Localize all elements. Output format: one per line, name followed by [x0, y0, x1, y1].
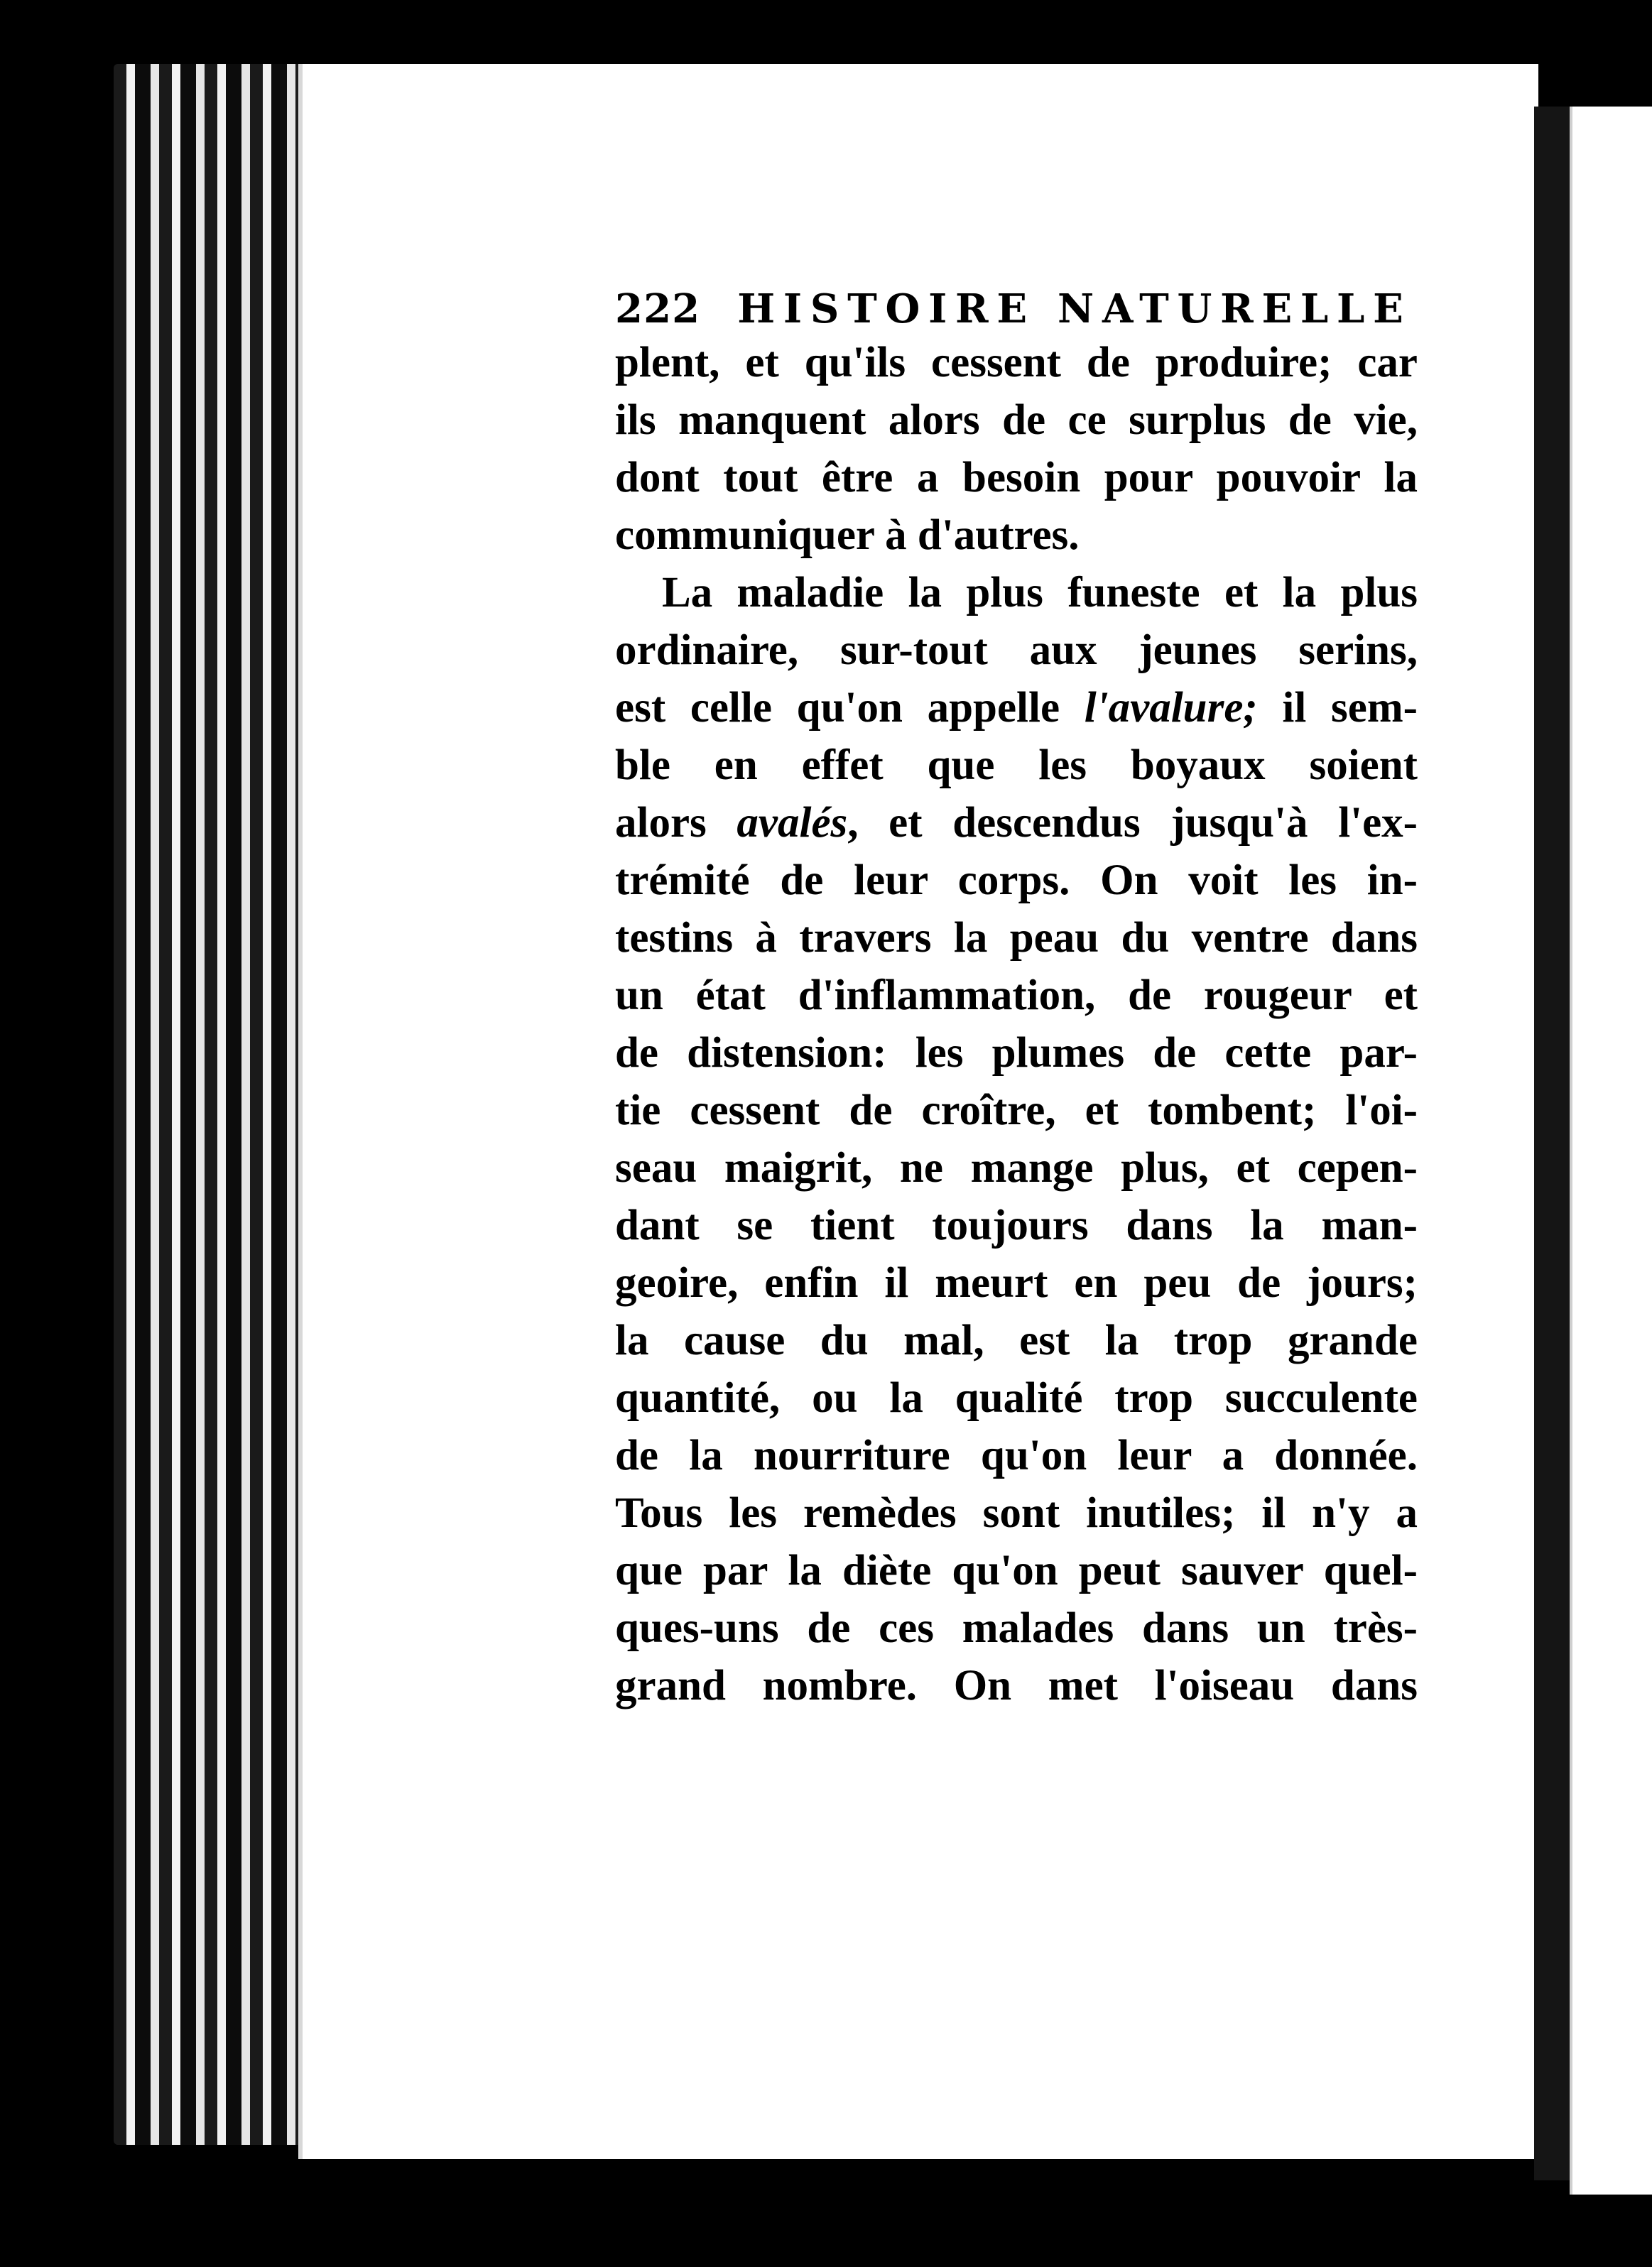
italic-term: avalés: [737, 799, 848, 847]
text-line: geoire, enfin il meurt en peu de jours;: [615, 1259, 1418, 1307]
text-line: plent, et qu'ils cessent de produire; car: [615, 339, 1418, 386]
text-line: Tous les remèdes sont inutiles; il n'y a: [615, 1489, 1418, 1537]
text-line: trémité de leur corps. On voit les in-: [615, 857, 1418, 904]
text-line: tie cessent de croître, et tombent; l'oi-: [615, 1087, 1418, 1134]
text-line: communiquer à d'autres.: [615, 511, 1080, 559]
text-line: un état d'inflammation, de rougeur et: [615, 972, 1418, 1019]
text-line: ils manquent alors de ce surplus de vie,: [615, 396, 1418, 444]
text-line: que par la diète qu'on peut sauver quel-: [615, 1547, 1418, 1594]
text-line: la cause du mal, est la trop grande: [615, 1317, 1418, 1364]
text-line: ble en effet que les boyaux soient: [615, 741, 1418, 789]
text-line: de la nourriture qu'on leur a donnée.: [615, 1432, 1418, 1479]
book-page-edges: [114, 64, 327, 2145]
text-line: alors avalés, et descendus jusqu'à l'ex-: [615, 799, 1418, 847]
text-line: dont tout être a besoin pour pouvoir la: [615, 454, 1418, 501]
facing-page-edge: [1570, 107, 1652, 2195]
text-line: La maladie la plus funeste et la plus: [662, 569, 1418, 616]
italic-term: l'avalure;: [1084, 684, 1258, 732]
text-line: est celle qu'on appelle l'avalure; il sem-: [615, 684, 1418, 732]
text-line: quantité, ou la qualité trop succulente: [615, 1374, 1418, 1422]
text-line: de distension: les plumes de cette par-: [615, 1029, 1418, 1077]
gutter-shadow: [1534, 107, 1570, 2180]
text-line: ques-uns de ces malades dans un très-: [615, 1604, 1418, 1652]
text-line: dant se tient toujours dans la man-: [615, 1202, 1418, 1249]
text-line: testins à travers la peau du ventre dans: [615, 914, 1418, 962]
running-head-title: HISTOIRE NATURELLE: [737, 286, 1412, 332]
text-block: [615, 284, 1418, 1714]
page-number: 222: [615, 286, 701, 332]
text-line: grand nombre. On met l'oiseau dans: [615, 1662, 1418, 1709]
text-line: seau maigrit, ne mange plus, et cepen-: [615, 1144, 1418, 1192]
text-line: ordinaire, sur-tout aux jeunes serins,: [615, 626, 1418, 674]
running-head: [615, 284, 1418, 334]
